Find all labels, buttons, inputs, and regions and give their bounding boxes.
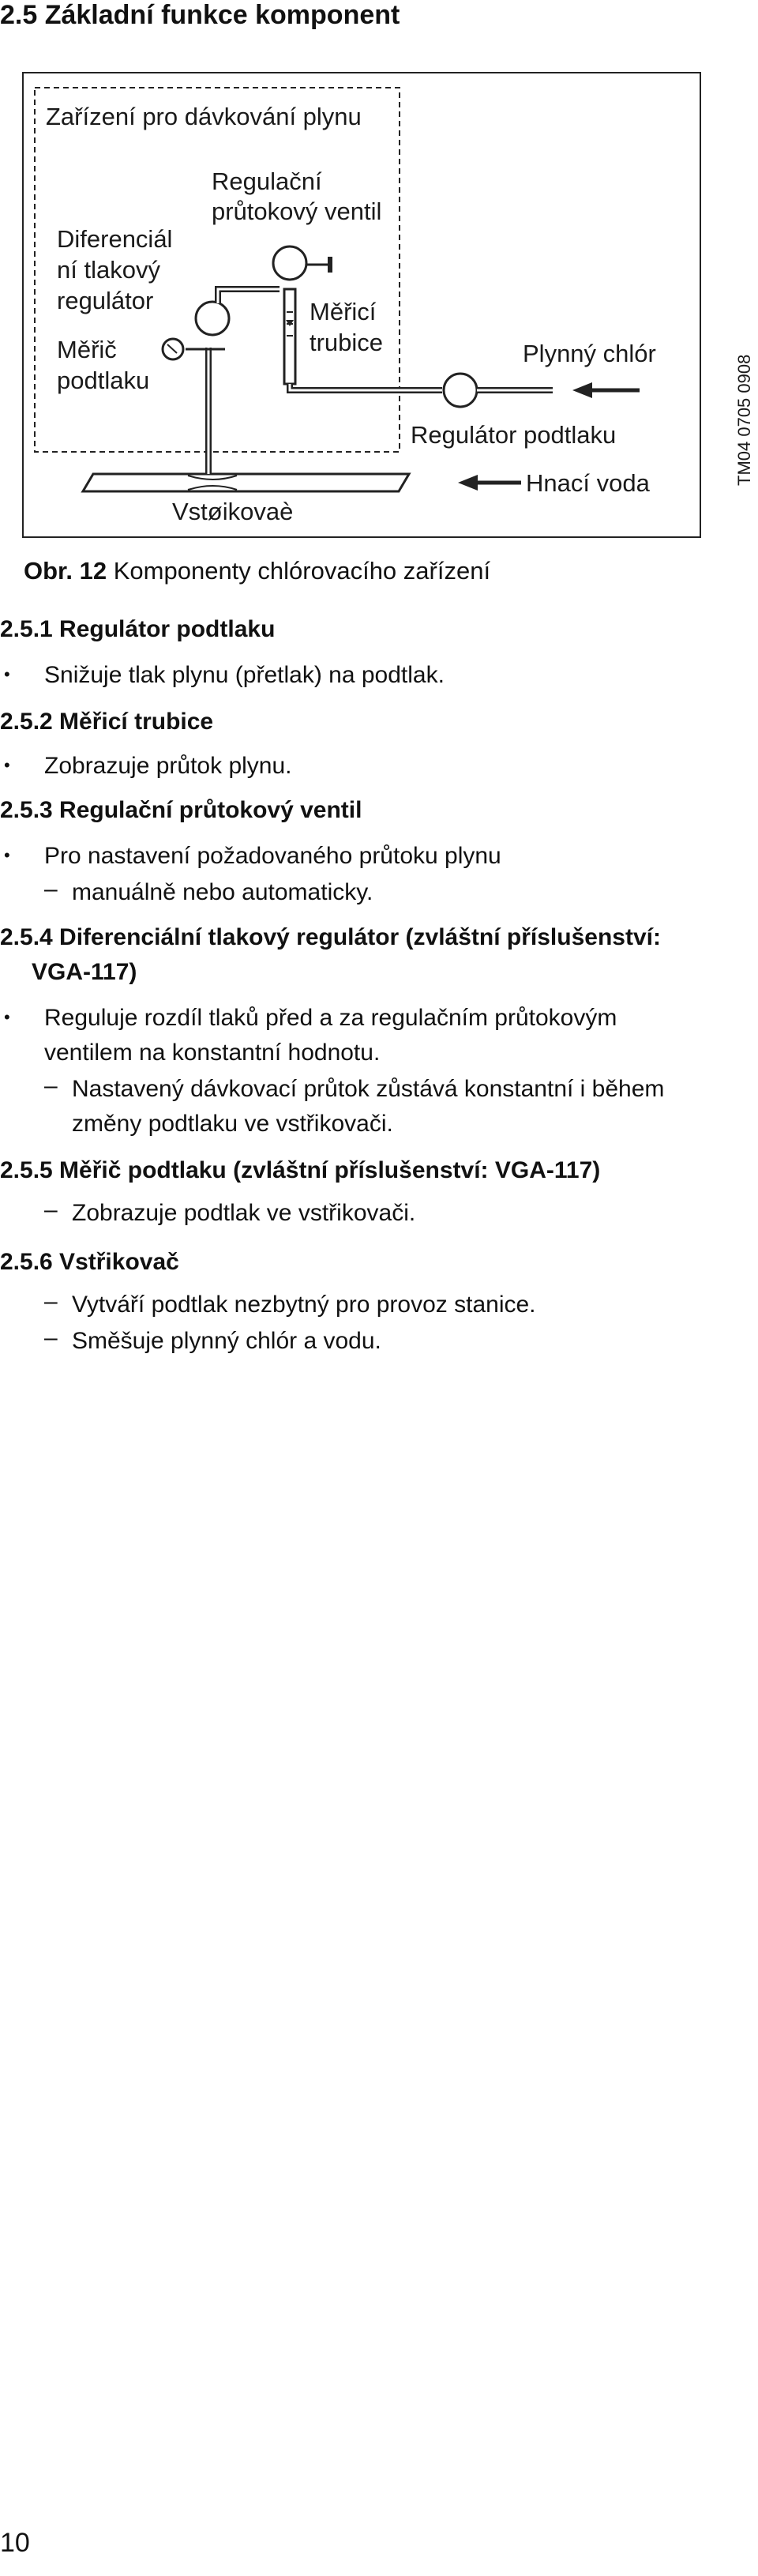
vacuum-regulator-circle <box>444 374 477 407</box>
dash-symbol: – <box>44 1073 58 1099</box>
section-title: 2.5 Základní funkce komponent <box>0 0 400 30</box>
gas-chlorine-label: Plynný chlór <box>523 340 656 367</box>
heading-2-5-2: 2.5.2 Měřicí trubice <box>0 709 214 735</box>
heading-2-5-3: 2.5.3 Regulační průtokový ventil <box>0 797 362 823</box>
heading-2-5-5: 2.5.5 Měřič podtlaku (zvláštní příslušenství: VGA-117) <box>0 1157 601 1183</box>
s2-bullet-text: Zobrazuje průtok plynu. <box>44 753 292 779</box>
device-box-label: Zařízení pro dávkování plynu <box>46 103 362 130</box>
dash-symbol: – <box>44 1325 58 1351</box>
water-arrow <box>458 475 478 491</box>
flow-tube-label-1: Měřicí <box>310 298 377 325</box>
heading-2-5-6: 2.5.6 Vstřikovač <box>0 1249 179 1275</box>
differential-regulator-label-2: ní tlakový <box>57 256 160 284</box>
caption-prefix: Obr. 12 <box>24 557 107 585</box>
flow-tube-label-2: trubice <box>310 329 384 356</box>
bullet-symbol: • <box>4 755 10 775</box>
heading-2-5-4-line2: VGA-117) <box>32 959 137 985</box>
bullet-symbol: • <box>4 845 10 865</box>
flow-valve-circle <box>273 246 306 280</box>
flow-valve-label-1: Regulační <box>212 167 322 195</box>
s6-dash2-text: Směšuje plynný chlór a vodu. <box>72 1328 381 1354</box>
vacuum-regulator-label: Regulátor podtlaku <box>411 421 617 449</box>
s6-dash1-text: Vytváří podtlak nezbytný pro provoz stanice. <box>72 1292 536 1318</box>
s4-dash-line2: změny podtlaku ve vstřikovači. <box>72 1111 393 1137</box>
s4-bullet-line2: ventilem na konstantní hodnotu. <box>44 1040 381 1066</box>
heading-2-5-1: 2.5.1 Regulátor podtlaku <box>0 616 276 642</box>
s4-bullet-line1: Reguluje rozdíl tlaků před a za regulačním průtokovým <box>44 1005 617 1031</box>
differential-regulator-circle <box>196 302 229 335</box>
vacuum-gauge-label-2: podtlaku <box>57 367 150 394</box>
differential-regulator-label-1: Diferenciál <box>57 225 173 253</box>
bullet-symbol: • <box>4 1007 10 1027</box>
figure-code: TM04 0705 0908 <box>734 354 754 486</box>
differential-regulator-label-3: regulátor <box>57 287 154 314</box>
water-pipe <box>83 474 409 491</box>
s5-dash-text: Zobrazuje podtlak ve vstřikovači. <box>72 1200 416 1226</box>
gas-arrow <box>572 382 592 398</box>
page-number: 10 <box>0 2528 30 2558</box>
injector-label: Vstøikovaè <box>172 498 294 525</box>
s1-bullet-text: Snižuje tlak plynu (přetlak) na podtlak. <box>44 662 445 688</box>
s3-dash-text: manuálně nebo automaticky. <box>72 879 373 905</box>
dash-symbol: – <box>44 1288 58 1314</box>
dash-symbol: – <box>44 876 58 902</box>
s4-dash-line1: Nastavený dávkovací průtok zůstává konstantní i během <box>72 1076 665 1102</box>
s3-bullet-text: Pro nastavení požadovaného průtoku plynu <box>44 843 501 869</box>
driving-water-label: Hnací voda <box>526 469 650 497</box>
flow-valve-label-2: průtokový ventil <box>212 197 382 225</box>
caption-text: Komponenty chlórovacího zařízení <box>113 557 491 585</box>
bullet-symbol: • <box>4 664 10 684</box>
vacuum-gauge-label-1: Měřič <box>57 336 117 363</box>
heading-2-5-4-line1: 2.5.4 Diferenciální tlakový regulátor (zvláštní příslušenství: <box>0 924 661 950</box>
figure-caption <box>24 557 490 585</box>
dash-symbol: – <box>44 1197 58 1223</box>
regulator-valve-pipe <box>218 289 280 303</box>
